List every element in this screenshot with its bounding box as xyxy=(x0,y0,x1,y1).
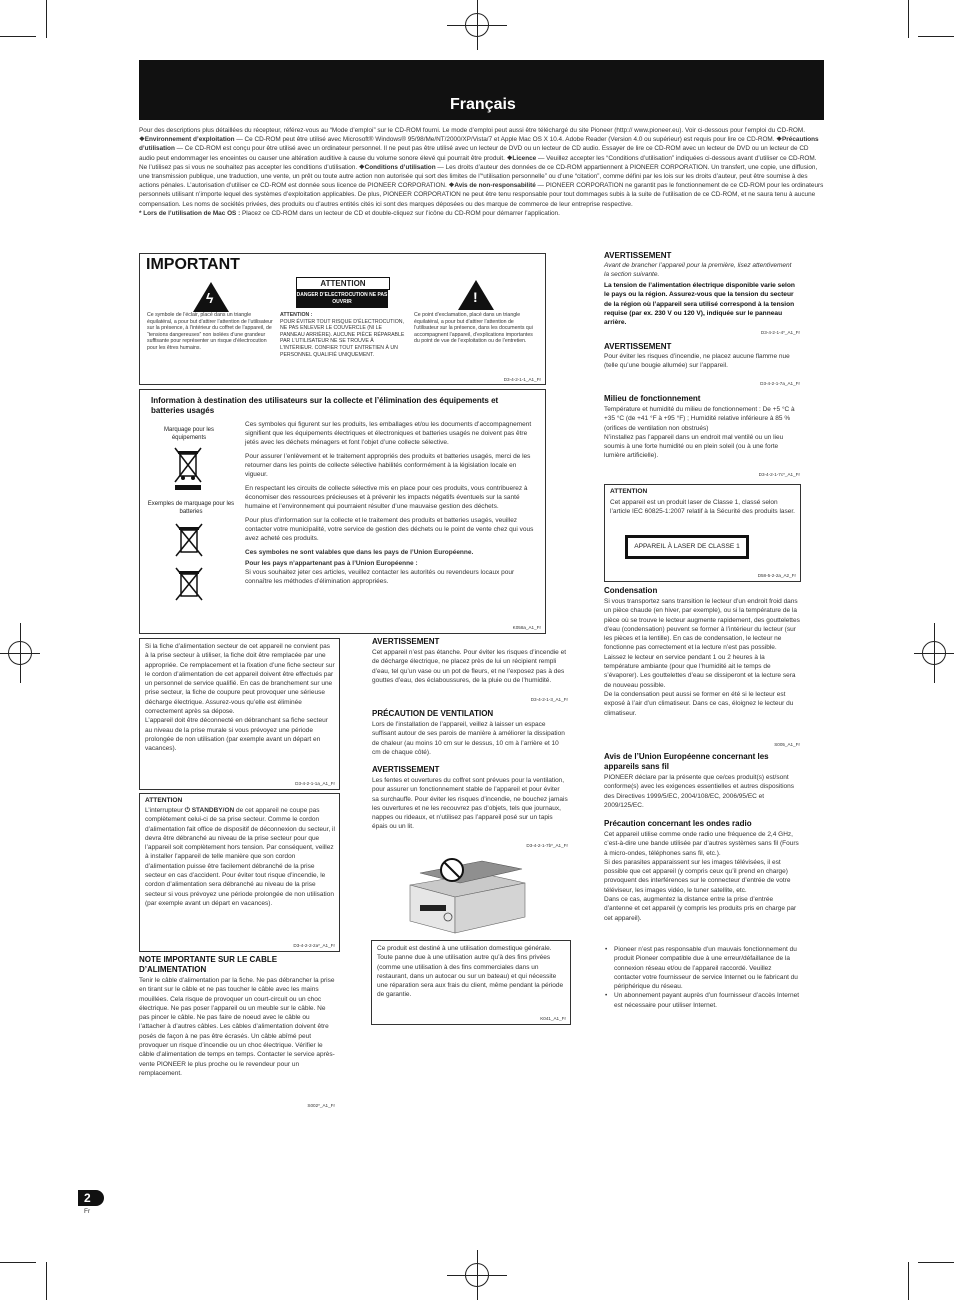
attention-description-label: ATTENTION : xyxy=(280,312,313,318)
radio-text: Cet appareil utilise comme onde radio une fréquence de 2,4 GHz, c’est-à-dire une bande utilisée par d’autres systèmes sans fil (Fours à micro-ondes, téléphones sans fil, etc.). Si des parasites apparaissent sur les images télévisées, il est possible que cet appareil (y compris ceux qu’il prend en charge) provoquent des interférences sur le connecteur d’entrée de votre téléviseur, les images vidéo, le tuner satellite, etc. Dans ce cas, augmentez la distance entre la prise d’entrée d’antenne et cet appareil (y compris les produits pris en charge par cet appareil). xyxy=(604,831,799,922)
weee-paragraph: En respectant les circuits de collecte sélective mis en place pour ces produits, vous contribuerez à économiser des ressources précieuses et à prévenir les impacts négatifs éventuels sur la santé humaine et l’environnement qui pourraient résulter d’une mauvaise gestion des déchets. xyxy=(245,485,528,510)
standby-icon: ⏻ xyxy=(184,807,192,814)
intro-env-text: — Ce CD-ROM peut être utilisé avec Microsoft® Windows® 95/98/Me/NT/2000/XP/Vista/7 et Apple Mac OS X 10.4. Adobe Reader (Version 4.0 ou supérieur) est requis pour lire ce CD-ROM. xyxy=(234,136,777,144)
laser-class-badge xyxy=(625,535,749,559)
weee-title: Information à destination des utilisateurs sur la collecte et l’élimination des équipements et batteries usagés xyxy=(151,396,499,415)
ref-code: D3-4-2-1-7c*_A1_Fr xyxy=(758,472,800,477)
exclamation-description: Ce point d’exclamation, placé dans un triangle équilatéral, a pour but d’attirer l’attention de l’utilisateur sur la présence, dans les documents qui accompagnent l’appareil, d’explications importantes du point de vue de l’exploitation ou de l’entretien. xyxy=(414,312,533,345)
ref-code: D3-4-2-1-1_A1_Fr xyxy=(503,377,541,382)
av1-text: Cet appareil n’est pas étanche. Pour éviter les risques d’incendie et de décharge électrique, ne placez près de lui un récipient rempli d’eau, tel qu’un vase ou un pot de fleurs, et ne l’exposez pas à des gouttes d’eau, des éclaboussures, de la pluie ou de l’humidité. xyxy=(372,649,567,684)
list-item: • Un abonnement payant auprès d’un fournisseur d’accès Internet est nécessaire pour utiliser Internet. xyxy=(614,991,800,1010)
ref-code: D3-4-2-1-1a_A1_Fr xyxy=(295,781,335,786)
crop-mark xyxy=(0,36,36,37)
standby-box xyxy=(139,793,340,952)
laser-box xyxy=(604,484,801,582)
danger-label: DANGER D’ELECTROCUTION NE PAS OUVRIR xyxy=(296,290,388,308)
intro-resp-label: ❖Avis de non-responsabilité xyxy=(448,182,536,190)
voltage-intro: Avant de brancher l’appareil pour la première, lisez attentivement la section suivante. xyxy=(604,262,792,278)
receiver-no-cover-illustration xyxy=(400,855,530,935)
condensation-heading: Condensation xyxy=(604,586,658,595)
cable-text: Tenir le câble d’alimentation par la fiche. Ne pas débrancher la prise en tirant sur le câble et ne pas toucher le câble avec les mains mouillées. Cela risque de provoquer un court-circuit ou un choc électrique. Ne pas poser l’appareil ou un meuble sur le câble. Ne pas pincer le câble. Ne pas faire de noeud avec le câble ou l’attacher à d’autres câbles. Les câbles d’alimentation doivent être posés de façon à ne pas être écrasés. Un câble abîmé peut provoquer un risque d’incendie ou un choc électrique. Vérifier le câble d’alimentation de temps en temps. Contacter le service après-vente PIONEER le plus proche ou le revendeur pour un remplacement. xyxy=(139,977,335,1077)
registration-mark xyxy=(447,1250,507,1300)
ref-code: S002*_A1_Fr xyxy=(307,1103,335,1108)
crop-mark xyxy=(908,0,909,38)
environment-text: Température et humidité du milieu de fonctionnement : De +5 °C à +35 °C (de +41 °F à +95 °F) ; Humidité relative inférieure à 85 % (orifices de ventilation non obstrués) N’installez pas l’appareil dans un endroit mal ventilé ou un lieu soumis à une forte humidité ou en plein soleil (ou à une forte lumière artificielle). xyxy=(604,406,795,460)
laser-attention-label: ATTENTION xyxy=(610,488,648,495)
weee-paragraph: Ces symboles ne sont valables que dans les pays de l’Union Européenne. xyxy=(245,549,474,556)
crop-mark xyxy=(918,36,954,37)
attention-label: ATTENTION xyxy=(296,277,390,290)
cd-rom-intro xyxy=(139,126,825,218)
crossed-bin-icon xyxy=(174,522,204,558)
attention-description-text: POUR ÉVITER TOUT RISQUE D’ÉLECTROCUTION, NE PAS ENLEVER LE COUVERCLE (NI LE PANNEAU ARRIÈRE). AUCUNE PIÈCE RÉPARABLE PAR L’UTILISATEUR NE SE TROUVE À L’INTÉRIEUR. CONFIER TOUT ENTRETIEN À UN PERSONNEL QUALIFIÉ UNIQUEMENT. xyxy=(280,318,405,358)
laser-text: Cet appareil est un produit laser de Classe 1, classé selon l’article IEC 60825-1:2007 relatif à la Sécurité des produits laser. xyxy=(610,499,795,516)
weee-battery-mark-label: Exemples de marquage pour les batteries xyxy=(147,501,235,515)
weee-paragraph: Pour les pays n’appartenant pas à l’Union Européenne : xyxy=(245,560,418,567)
cable-heading: NOTE IMPORTANTE SUR LE CABLE D’ALIMENTATION xyxy=(139,955,278,974)
ref-code: D3-4-2-2-2a*_A1_Fr xyxy=(293,943,335,948)
weee-paragraph: Pour plus d’information sur la collecte et le traitement des produits et batteries usagés, veuillez contacter votre municipalité, votre service de gestion des déchets ou le point de vente chez qui vous avez acheté ces produits. xyxy=(245,517,534,542)
eu-wireless-text: PIONEER déclare par la présente que ce/ces produit(s) est/sont conforme(s) avec les exigences essentielles et autres dispositions des Directives 1999/5/EC, 2004/108/EC, 2006/95/EC et 2009/125/EC. xyxy=(604,774,795,809)
ref-code: K058a_A1_Fr xyxy=(512,625,541,630)
crop-mark xyxy=(46,0,47,38)
exclamation-warning-icon: ! xyxy=(458,280,494,310)
voltage-text: La tension de l’alimentation électrique disponible varie selon le pays ou la région. Assurez-vous que la tension du secteur de la région où l’appareil sera utilisé correspond à la tension requise (par ex. 230 V ou 120 V), indiquée sur le panneau arrière. xyxy=(604,282,795,327)
intro-prec-label: ❖Précautions d’utilisation xyxy=(139,136,819,153)
page-title: Français xyxy=(450,96,516,113)
registration-mark xyxy=(914,623,954,683)
language-code: Fr xyxy=(84,1208,91,1215)
av1-heading: AVERTISSEMENT xyxy=(372,637,440,646)
intro-prec-text: — Ce CD-ROM est conçu pour être utilisé avec un ordinateur personnel. Il ne peut pas être utilisé avec un lecteur de DVD ou un lecteur de CD audio. Essayer de lire ce CD-ROM avec un lecteur de DVD ou un lecteur de CD audio peut endommager les enceintes ou causer une altération auditive à cause du volume sonore élevé qui pourrait être produit. xyxy=(139,145,809,162)
ref-code: K041_A1_Fr xyxy=(540,1016,566,1021)
intro-paragraph: Pour des descriptions plus détaillées du récepteur, référez-vous au “Mode d’emploi” sur le CD-ROM fourni. Le mode d’emploi peut aussi être téléchargé du site Pioneer (http:// www.pioneer.eu). Voir ci-dessous pour l’emploi du CD-ROM. xyxy=(139,127,806,134)
crossed-bin-icon xyxy=(174,566,204,602)
intro-mac-label: * Lors de l’utilisation de Mac OS : xyxy=(139,209,241,217)
av2-text: Les fentes et ouvertures du coffret sont prévues pour la ventilation, pour assurer un fonctionnement stable de l’appareil et pour éviter sa surchauffe. Pour éviter les risques d’incendie, ne bouchez jamais les ouvertures et ne les recouvrez pas d’objets, tels que journaux, nappes ou rideaux, et n’utilisez pas l’appareil posé sur un tapis épais ou un lit. xyxy=(372,777,568,831)
environment-heading: Milieu de fonctionnement xyxy=(604,394,701,403)
weee-text xyxy=(245,420,537,586)
domestic-use-text: Ce produit est destiné à une utilisation domestique générale. Toute panne due à une utilisation autre qu’à des fins privées (comme une utilisation à des fins commerciales dans un restaurant, dans un autocar ou sur un bateau) et qui nécessite une réparation sera aux frais du client, même pendant la période de garantie. xyxy=(377,945,564,999)
weee-paragraph: Si vous souhaitez jeter ces articles, veuillez contacter les autorités ou revendeurs locaux pour connaître les méthodes d’élimination appropriées. xyxy=(245,569,515,585)
intro-resp-text: — PIONEER CORPORATION ne garantit pas le fonctionnement de ce CD-ROM pour les ordinateurs personnels utilisant n’importe lequel des systèmes d’exploitation applicables. De plus, PIONEER CORPORATION ne peut être tenu responsable pour tout dommages subis à la suite de l’utilisation de ce CD-ROM, et ne saura tenu à aucune compensation. Les noms de sociétés privées, des produits ou d’autres entités cités ici sont des marques déposées ou des marque de commerce de leur entreprise respective. xyxy=(139,182,824,208)
intro-lic-text: — Veuillez accepter les “Conditions d’utilisation” indiquées ci-dessous avant d’utiliser ce CD-ROM. Ne l’utilisez pas si vous ne souhaitez pas accepter les conditions d’utilisation. xyxy=(139,154,817,171)
weee-paragraph: Pour assurer l’enlèvement et le traitement appropriés des produits et batteries usagés, merci de les retourner dans les points de collecte sélective habilités conformément à la législation locale en vigueur. xyxy=(245,453,531,478)
lightning-warning-icon: ϟ xyxy=(193,282,229,312)
network-notes xyxy=(604,945,800,1010)
ref-code: D3-4-2-1-3_A1_Fr xyxy=(530,697,568,702)
crop-mark xyxy=(46,1262,47,1300)
crop-mark xyxy=(918,1262,954,1263)
flame-text: Pour éviter les risques d’incendie, ne placez aucune flamme nue (telle qu’une bougie allumée) sur l’appareil. xyxy=(604,353,790,370)
av2-heading: AVERTISSEMENT xyxy=(372,765,440,774)
bullet-list xyxy=(604,945,800,1010)
domestic-use-box xyxy=(371,940,571,1025)
intro-lic-label: ❖Licence xyxy=(506,154,537,162)
ventilation-heading: PRÉCAUTION DE VENTILATION xyxy=(372,709,494,718)
standby-text xyxy=(145,806,335,908)
standby-body: de cet appareil ne coupe pas complètement celui-ci de sa prise secteur. Comme le cordon d’alimentation fait office de dispositif de déconnexion du secteur, il devra être débranché au niveau de la prise secteur pour que l’appareil soit complètement hors tension. Par conséquent, veillez à installer l’appareil de telle manière que son cordon d’alimentation puisse être facilement débranché de la prise secteur en cas d’accident. Pour éviter tout risque d’incendie, le cordon d’alimentation sera débranché au niveau de la prise secteur si vous prévoyez une période prolongée de non utilisation (par exemple avant un départ en vacances). xyxy=(145,807,335,907)
intro-cond-text: — Les droits d’auteur des données de ce CD-ROM appartiennent à PIONEER CORPORATION. Un transfert, une copie, une diffusion, une transmission publique, une traduction, une vente, un prêt ou toute autre action non autorisée qui sort des limites de l’“utilisation personnelle” ou d’une “citation”, comme défini par les lois sur les droits d’auteur, peut être soumise à des actions pénales. L’autorisation d’utiliser ce CD-ROM est donnée sous licence de PIONEER CORPORATION. xyxy=(139,163,818,190)
standby-attention-label: ATTENTION xyxy=(145,797,183,804)
weee-paragraph: Ces symboles qui figurent sur les produits, les emballages et/ou les documents d’accompagnement signifient que les équipements électriques et électroniques et batteries usagés ne doivent pas être jetés avec les déchets ménagers et font l’objet d’une collecte sélective. xyxy=(245,421,532,446)
registration-mark xyxy=(447,0,507,50)
attention-description xyxy=(280,312,408,358)
ref-code: D58-5-2-2a_A2_Fr xyxy=(757,573,796,578)
ref-code: S005_A1_Fr xyxy=(774,742,800,747)
crop-mark xyxy=(908,1262,909,1300)
radio-heading: Précaution concernant les ondes radio xyxy=(604,819,752,828)
eu-wireless-heading: Avis de l’Union Européenne concernant les appareils sans fil xyxy=(604,752,769,771)
list-item: • Pioneer n’est pas responsable d’un mauvais fonctionnement du produit Pioneer compatible due à une erreur/défaillance de la connexion réseau et/ou de l’appareil raccordé. Veuillez contacter votre fournisseur de service Internet ou le fabricant du périphérique du réseau. xyxy=(614,945,800,991)
flame-heading: AVERTISSEMENT xyxy=(604,342,672,351)
intro-mac-text: Placez ce CD-ROM dans un lecteur de CD et double-cliquez sur l’icône du CD-ROM pour démarrer l’application. xyxy=(240,209,560,217)
page-number: 2 xyxy=(84,1191,91,1205)
crossed-bin-icon xyxy=(172,446,204,490)
standby-pre: L’interrupteur xyxy=(145,807,185,814)
condensation-text: Si vous transportez sans transition le lecteur d’un endroit froid dans un pièce chaude (en hiver, par exemple), ou si la température de la pièce où se trouve le lecteur augmente rapidement, des gouttelettes d’eau (condensation) peuvent se former à l’intérieur du lecteur (sur les pièces et la lentille). En cas de condensation, le lecteur ne fonctionne pas correctement et la lecture n’est pas possible. Laissez le lecteur en service pendant 1 ou 2 heures à la température ambiante (pour que l’humidité ait le temps de s’évaporer). Les gouttelettes d’eau se dissiperont et la lecture sera de nouveau possible. De la condensation peut aussi se former en été si le lecteur est exposé à l’air d’un climatiseur. Dans ce cas, éloignez le lecteur du climatiseur. xyxy=(604,598,800,717)
ref-code: D3-4-2-1-7b*_A1_Fr xyxy=(526,843,568,848)
intro-env-label: ❖Environnement d’exploitation xyxy=(139,136,235,144)
important-title: IMPORTANT xyxy=(146,256,240,273)
intro-cond-label: ❖Conditions d’utilisation xyxy=(358,163,436,171)
weee-box xyxy=(139,389,546,634)
important-box xyxy=(139,253,546,385)
ref-code: D3-4-2-1-7a_A1_Fr xyxy=(760,381,800,386)
voltage-heading: AVERTISSEMENT xyxy=(604,251,672,260)
lightning-description: Ce symbole de l’éclair, placé dans un triangle équilatéral, a pour but d’attirer l’attention de l’utilisateur sur la présence, à l’intérieur du coffret de l’appareil, de “tensions dangereuses” non isolées d’une grandeur suffisante pour représenter un risque d’électrocution pour les êtres humains. xyxy=(147,312,273,351)
page-number-tab xyxy=(78,1190,104,1206)
ventilation-text: Lors de l’installation de l’appareil, veillez à laisser un espace suffisant autour de ses parois de manière à améliorer la dissipation de chaleur (au moins 10 cm sur le dessus, 10 cm à l’arrière et 10 cm de chaque côté). xyxy=(372,721,565,756)
standby-on-label: STANDBY/ON xyxy=(191,807,235,814)
power-plug-box xyxy=(139,638,340,790)
language-header xyxy=(139,60,824,120)
weee-product-mark-label: Marquage pour les équipements xyxy=(163,427,215,441)
power-plug-text: Si la fiche d’alimentation secteur de cet appareil ne convient pas à la prise secteur à utiliser, la fiche doit être remplacée par une appropriée. Ce remplacement et la fixation d’une fiche secteur sur le cordon d’alimentation de cet appareil doivent être effectués par un personnel de service qualifié. En cas de branchement sur une prise secteur, la fiche de coupure peut provoquer une sérieuse décharge électrique. Assurez-vous qu’elle est éliminée correctement après sa dépose. L’appareil doit être déconnecté en débranchant sa fiche secteur au niveau de la prise murale si vous prévoyez une période prolongée de non utilisation (par exemple avant un départ en vacances). xyxy=(145,643,335,753)
ref-code: D3-4-2-1-4*_A1_Fr xyxy=(760,330,800,335)
crop-mark xyxy=(0,1262,36,1263)
registration-mark xyxy=(0,623,40,683)
laser-class-text: APPAREIL À LASER DE CLASSE 1 xyxy=(628,538,746,556)
